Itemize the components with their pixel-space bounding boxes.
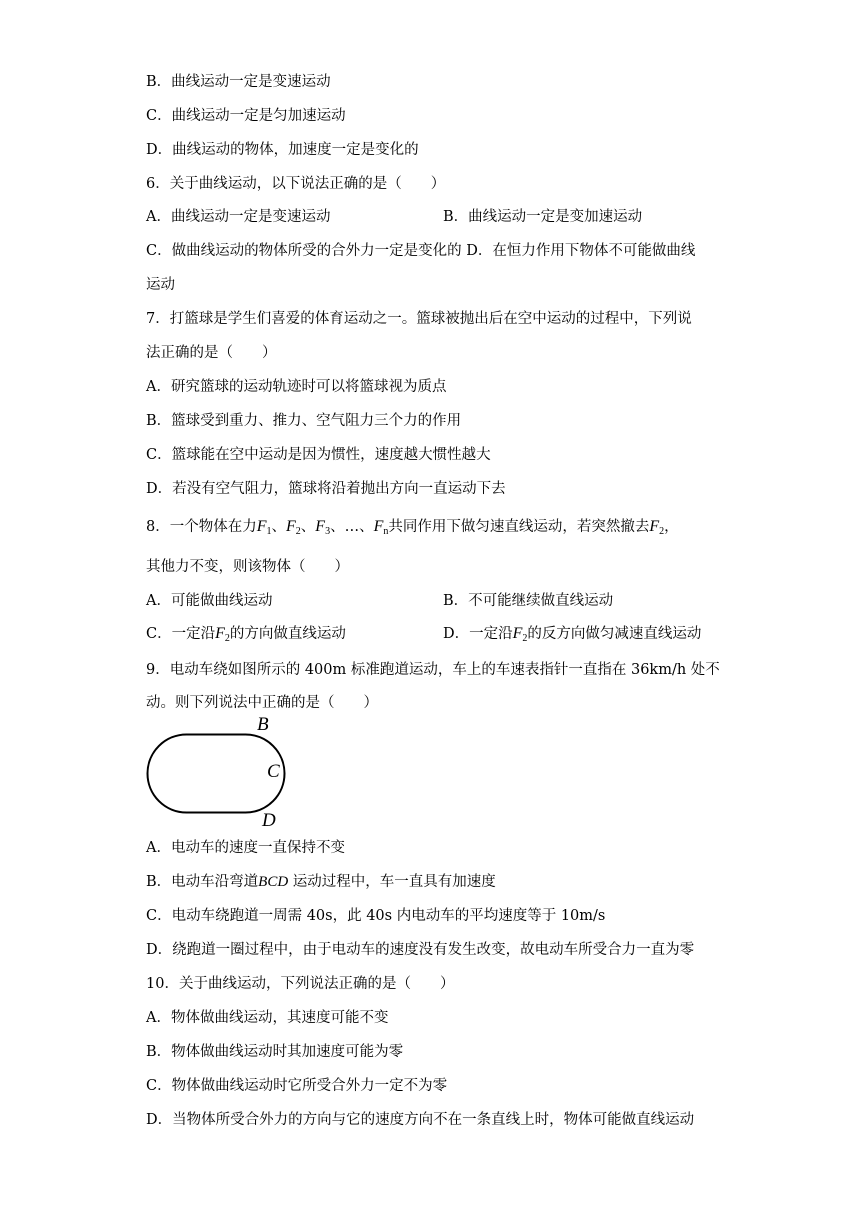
label-b: B	[257, 714, 269, 735]
q8-stem-line1: 8．一个物体在力$F_1$、$F_2$、$F_3$、…、$F_n$共同作用下做匀速直线运动，若突然撤去$F_2$，	[146, 518, 679, 537]
force-f2-removed: $F_2$	[649, 518, 665, 537]
q10-stem: 10．关于曲线运动，下列说法正确的是（ ）	[146, 976, 455, 992]
q8-text-1: 8．一个物体在力	[146, 519, 257, 535]
q8-text-2: 共同作用下做匀速直线运动，若突然撤去	[388, 519, 650, 535]
q9-stem-line2: 动。则下列说法中正确的是（ ）	[146, 695, 378, 711]
q9-option-a: A．电动车的速度一直保持不变	[146, 840, 345, 856]
q10-option-a: A．物体做曲线运动，其速度可能不变	[146, 1010, 389, 1026]
label-d: D	[262, 810, 276, 831]
q8-option-a: A．可能做曲线运动	[146, 593, 273, 609]
q9-option-d: D．绕跑道一圈过程中，由于电动车的速度没有发生改变，故电动车所受合力一直为零	[146, 942, 695, 958]
q9-option-b: B．电动车沿弯道BCD 运动过程中，车一直具有加速度	[146, 874, 496, 890]
q7-option-a: A．研究篮球的运动轨迹时可以将篮球视为质点	[146, 379, 447, 395]
q7-option-c: C．篮球能在空中运动是因为惯性，速度越大惯性越大	[146, 447, 491, 463]
q5-option-d: D．曲线运动的物体，加速度一定是变化的	[146, 142, 419, 158]
force-fn: $F_n$	[373, 518, 389, 537]
q6-option-c-d: C．做曲线运动的物体所受的合外力一定是变化的 D．在恒力作用下物体不可能做曲线	[146, 243, 696, 259]
q6-option-d-cont: 运动	[146, 277, 175, 293]
q10-option-b: B．物体做曲线运动时其加速度可能为零	[146, 1044, 404, 1060]
force-f2: $F_2$	[286, 518, 301, 537]
force-f3: $F_3$	[315, 518, 331, 537]
q7-stem-line1: 7．打篮球是学生们喜爱的体育运动之一。篮球被抛出后在空中运动的过程中，下列说	[146, 311, 692, 327]
q9-stem-line1: 9．电动车绕如图所示的 400m 标准跑道运动，车上的车速表指针一直指在 36km/h 处不	[146, 662, 720, 678]
q5-option-c: C．曲线运动一定是匀加速运动	[146, 108, 346, 124]
track-diagram	[146, 714, 296, 836]
q8-option-b: B．不可能继续做直线运动	[443, 593, 614, 609]
q7-option-d: D．若没有空气阻力，篮球将沿着抛出方向一直运动下去	[146, 481, 506, 497]
q8-stem-line2: 其他力不变，则该物体（ ）	[146, 559, 349, 575]
q7-stem-line2: 法正确的是（ ）	[146, 345, 277, 361]
q10-option-c: C．物体做曲线运动时它所受合外力一定不为零	[146, 1078, 448, 1094]
force-f1: $F_1$	[256, 518, 272, 537]
q6-stem: 6．关于曲线运动，以下说法正确的是（ ）	[146, 176, 446, 192]
q7-option-b: B．篮球受到重力、推力、空气阻力三个力的作用	[146, 413, 462, 429]
q6-option-b: B．曲线运动一定是变加速运动	[443, 209, 643, 225]
q8-option-d: D．一定沿$F_2$的反方向做匀减速直线运动	[443, 625, 702, 644]
q10-option-d: D．当物体所受合外力的方向与它的速度方向不在一条直线上时，物体可能做直线运动	[146, 1112, 695, 1128]
label-c: C	[267, 761, 280, 782]
force-f2-c: $F_2$	[215, 625, 230, 644]
force-f2-d: $F_2$	[512, 625, 528, 644]
q5-option-b: B．曲线运动一定是变速运动	[146, 74, 331, 90]
q8-option-c: C．一定沿$F_2$的方向做直线运动	[146, 625, 346, 644]
q6-option-a: A．曲线运动一定是变速运动	[146, 209, 331, 225]
q9-option-c: C．电动车绕跑道一周需 40s，此 40s 内电动车的平均速度等于 10m/s	[146, 908, 606, 924]
